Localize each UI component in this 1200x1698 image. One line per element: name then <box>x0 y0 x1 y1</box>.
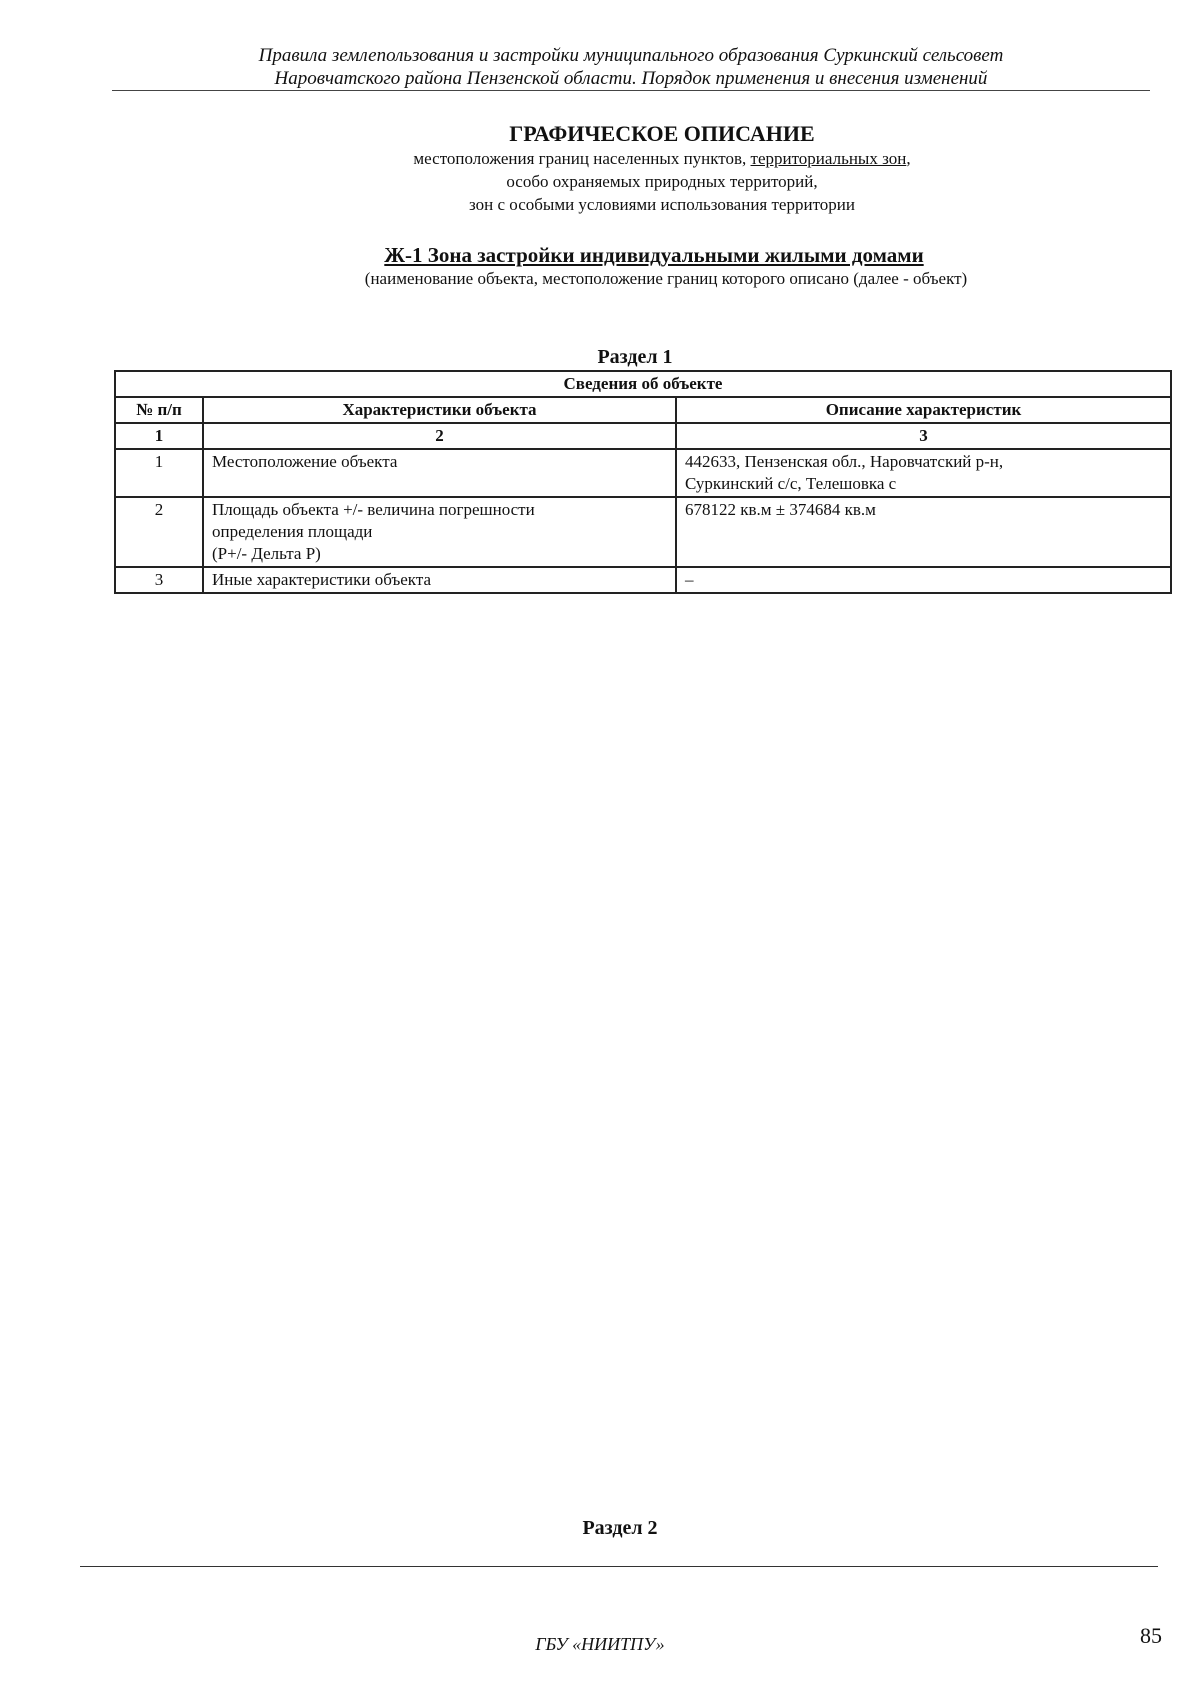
zone-block <box>112 243 1172 290</box>
row-description-line-2: Суркинский с/с, Телешовка с <box>685 474 897 493</box>
column-number-1: 1 <box>115 423 203 449</box>
running-header-line-1: Правила землепользования и застройки муниципального образования Суркинский сельсовет <box>258 45 1004 66</box>
table-caption-row <box>115 371 1171 397</box>
page-number: 85 <box>1140 1623 1162 1648</box>
footer-organization: ГБУ «НИИТПУ» <box>535 1634 665 1654</box>
row-description <box>676 449 1171 497</box>
header-divider <box>112 90 1150 91</box>
column-header-description: Описание характеристик <box>676 397 1171 423</box>
row-characteristic-line-2: определения площади <box>212 522 373 541</box>
table-row <box>115 567 1171 593</box>
zone-caption: (наименование объекта, местоположение границ которого описано (далее - объект) <box>364 269 968 288</box>
subtitle-underlined-text: территориальных зон <box>750 149 907 168</box>
section-1-heading: Раздел 1 <box>597 346 673 368</box>
table-row <box>115 497 1171 567</box>
running-header-line-2: Наровчатского района Пензенской области. Порядок применения и внесения изменений <box>274 68 988 89</box>
document-subtitle-line-3: зон с особыми условиями использования территории <box>469 195 855 214</box>
subtitle-comma: , <box>906 149 911 168</box>
subtitle-text: местоположения границ населенных пунктов, <box>413 149 751 168</box>
section-2-heading: Раздел 2 <box>582 1517 658 1539</box>
running-header <box>112 44 1150 90</box>
row-characteristic <box>203 497 676 567</box>
row-characteristic-line-1: Площадь объекта +/- величина погрешности <box>212 500 535 519</box>
row-description: – <box>676 567 1171 593</box>
row-description: 678122 кв.м ± 374684 кв.м <box>676 497 1171 567</box>
column-number-3: 3 <box>676 423 1171 449</box>
table-row <box>115 449 1171 497</box>
row-number: 2 <box>115 497 203 567</box>
row-characteristic: Иные характеристики объекта <box>203 567 676 593</box>
object-info-table <box>114 370 1172 594</box>
table-header-row <box>115 397 1171 423</box>
column-header-characteristic: Характеристики объекта <box>203 397 676 423</box>
row-description-line-1: 442633, Пензенская обл., Наровчатский р-н, <box>685 452 1004 471</box>
document-title: ГРАФИЧЕСКОЕ ОПИСАНИЕ <box>509 121 815 146</box>
column-number-2: 2 <box>203 423 676 449</box>
row-characteristic-line-3: (P+/- Дельта P) <box>212 544 321 563</box>
document-subtitle-line-2: особо охраняемых природных территорий, <box>506 172 818 191</box>
zone-title: Ж-1 Зона застройки индивидуальными жилыми домами <box>384 243 924 267</box>
title-block <box>112 121 1172 216</box>
document-subtitle-line-1 <box>152 147 1172 170</box>
footer-divider <box>80 1566 1158 1567</box>
row-number: 3 <box>115 567 203 593</box>
row-characteristic: Местоположение объекта <box>203 449 676 497</box>
table-caption: Сведения об объекте <box>115 371 1171 397</box>
column-number-row <box>115 423 1171 449</box>
column-header-number: № п/п <box>115 397 203 423</box>
row-number: 1 <box>115 449 203 497</box>
